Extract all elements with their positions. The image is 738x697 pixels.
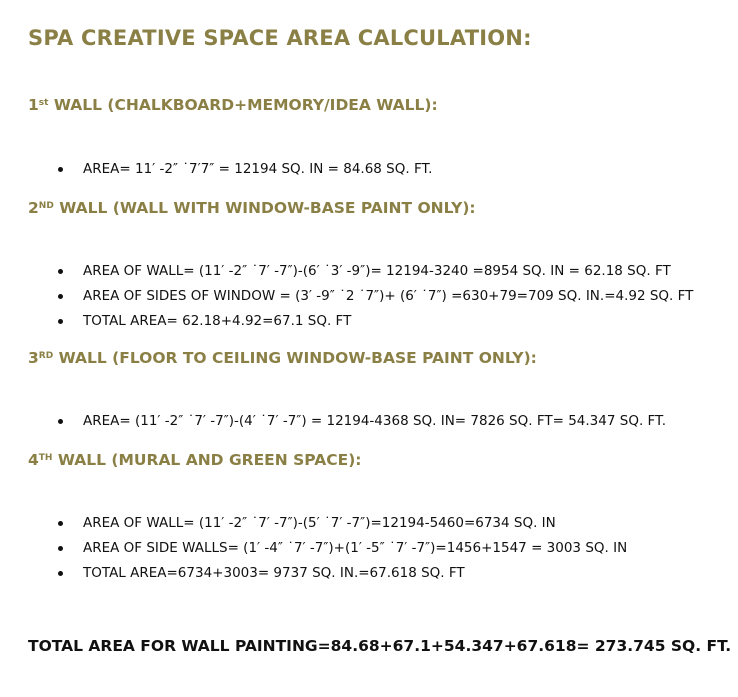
section-heading-text: WALL (CHALKBOARD+MEMORY/IDEA WALL):: [48, 96, 438, 114]
section-number: 3: [28, 349, 39, 367]
document-title: SPA CREATIVE SPACE AREA CALCULATION:: [28, 26, 532, 50]
list-item-text: AREA OF WALL= (11′ -2″ ˙7′ -7″)-(6′ ˙3′ -9″)= 12194-3240 =8954 SQ. IN = 62.18 SQ. FT: [83, 263, 671, 279]
section-heading-text: WALL (WALL WITH WINDOW-BASE PAINT ONLY):: [53, 199, 476, 217]
wall-3-list: [0, 409, 666, 434]
list-item: [0, 259, 693, 284]
list-item-text: AREA OF SIDE WALLS= (1′ -4″ ˙7′ -7″)+(1′ -5″ ˙7′ -7″)=1456+1547 = 3003 SQ. IN: [83, 540, 628, 556]
ordinal-suffix: TH: [38, 453, 53, 463]
section-number: 2: [28, 199, 39, 217]
list-item-text: AREA OF WALL= (11′ -2″ ˙7′ -7″)-(5′ ˙7′ -7″)=12194-5460=6734 SQ. IN: [83, 515, 556, 531]
list-item: [0, 157, 432, 182]
list-item: [0, 409, 666, 434]
ordinal-suffix: RD: [38, 351, 54, 361]
bullet-icon: [58, 571, 63, 576]
bullet-icon: [58, 319, 63, 324]
ordinal-suffix: st: [38, 98, 49, 108]
list-item-text: TOTAL AREA= 62.18+4.92=67.1 SQ. FT: [83, 313, 352, 329]
grand-total: TOTAL AREA FOR WALL PAINTING=84.68+67.1+54.347+67.618= 273.745 SQ. FT.: [28, 637, 732, 655]
wall-4-list: [0, 511, 627, 586]
list-item: [0, 309, 693, 334]
section-heading-wall-2: [28, 199, 476, 217]
list-item: [0, 536, 627, 561]
list-item: [0, 284, 693, 309]
bullet-icon: [58, 167, 63, 172]
list-item: [0, 511, 627, 536]
list-item-text: AREA= 11′ -2″ ˙7′7″ = 12194 SQ. IN = 84.68 SQ. FT.: [83, 161, 433, 177]
section-heading-wall-1: [28, 96, 438, 114]
section-heading-wall-3: [28, 349, 537, 367]
list-item: [0, 561, 627, 586]
list-item-text: AREA= (11′ -2″ ˙7′ -7″)-(4′ ˙7′ -7″) = 12194-4368 SQ. IN= 7826 SQ. FT= 54.347 SQ. FT.: [83, 413, 666, 429]
bullet-icon: [58, 521, 63, 526]
wall-2-list: [0, 259, 693, 334]
list-item-text: AREA OF SIDES OF WINDOW = (3′ -9″ ˙2 ˙7″)+ (6′ ˙7″) =630+79=709 SQ. IN.=4.92 SQ. FT: [83, 288, 694, 304]
section-number: 1: [28, 96, 39, 114]
bullet-icon: [58, 269, 63, 274]
bullet-icon: [58, 294, 63, 299]
wall-1-list: [0, 157, 432, 182]
section-number: 4: [28, 451, 39, 469]
section-heading-wall-4: [28, 451, 362, 469]
list-item-text: TOTAL AREA=6734+3003= 9737 SQ. IN.=67.618 SQ. FT: [83, 565, 465, 581]
section-heading-text: WALL (MURAL AND GREEN SPACE):: [52, 451, 362, 469]
bullet-icon: [58, 546, 63, 551]
bullet-icon: [58, 419, 63, 424]
section-heading-text: WALL (FLOOR TO CEILING WINDOW-BASE PAINT ONLY):: [53, 349, 537, 367]
ordinal-suffix: ND: [38, 201, 54, 211]
